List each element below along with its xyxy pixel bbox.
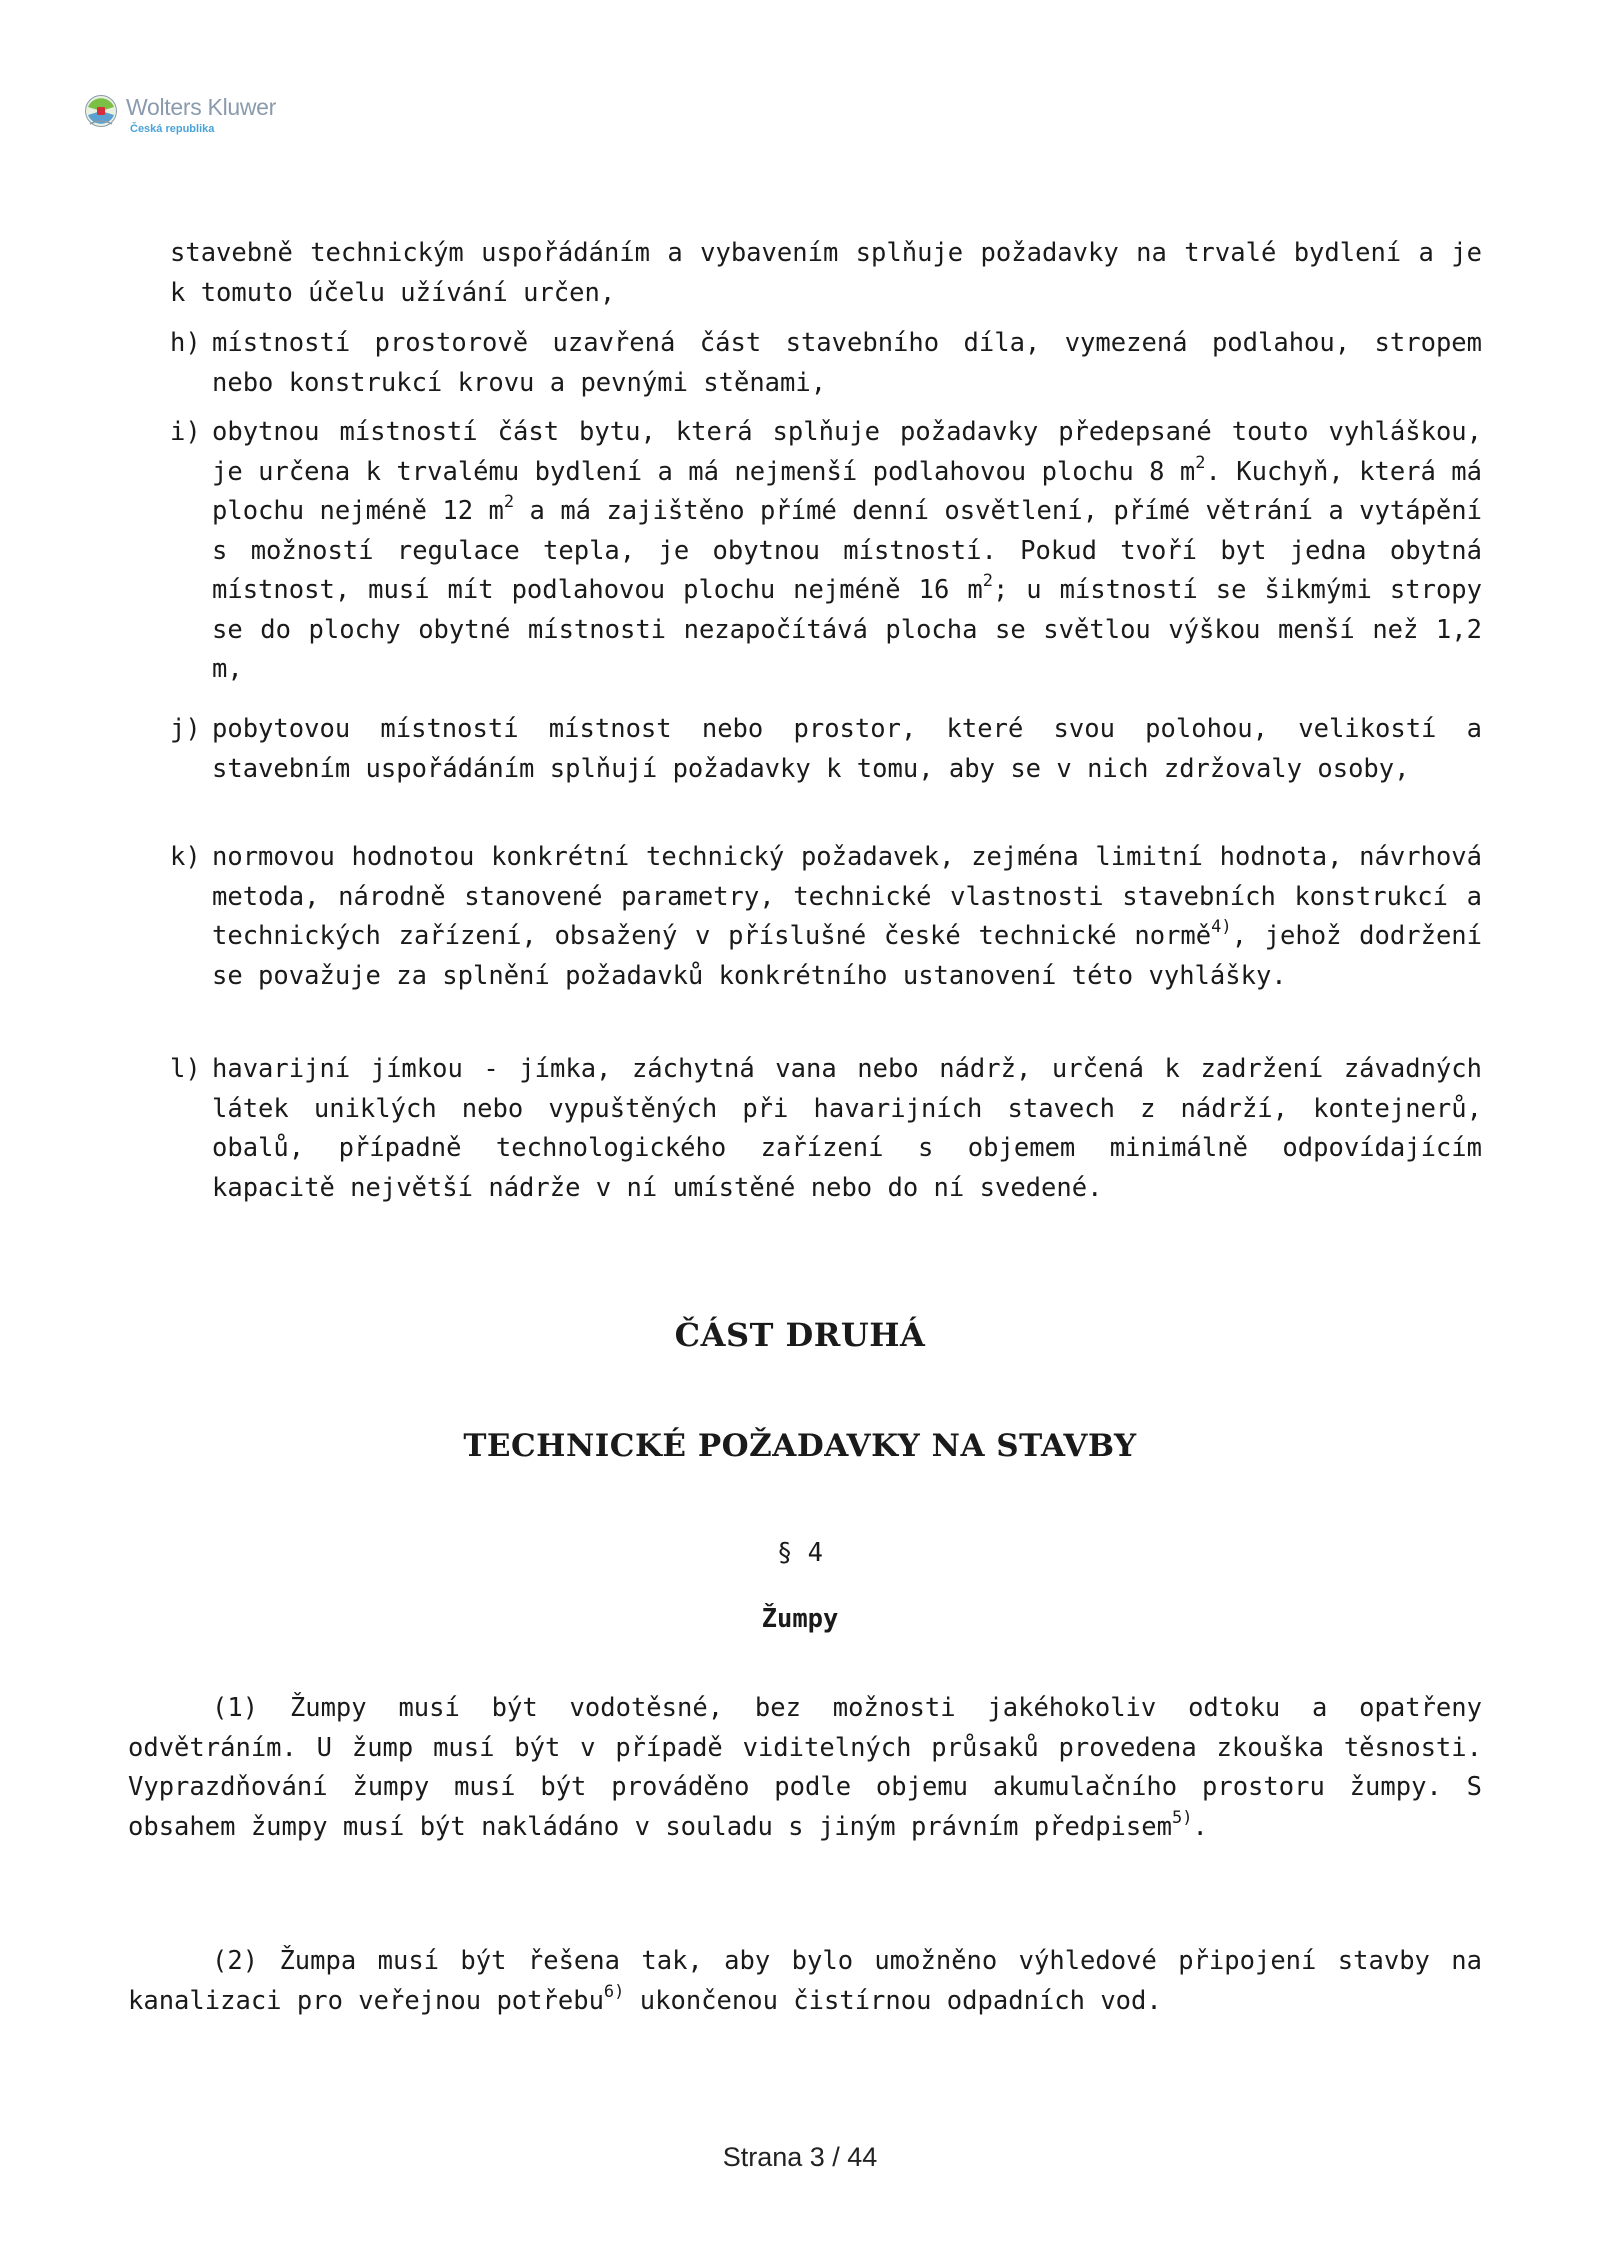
definition-text-part: , jehož dodržení se považuje za splnění požadavků konkrétního ustanovení této vyhlášky. <box>212 921 1483 991</box>
footnote-reference[interactable]: 6) <box>603 1981 625 2002</box>
section-paragraph-2 <box>128 1942 1482 2021</box>
footnote-reference[interactable]: 5) <box>1171 1807 1193 1828</box>
paragraph-tail: . <box>1192 1811 1208 1842</box>
superscript-unit: 2 <box>982 571 993 591</box>
definition-text-part: obytnou místností část bytu, která splňuje požadavky předepsané touto vyhláškou, je určena k trvalému bydlení a má nejmenší podlahovou plochu 8 m <box>212 417 1482 487</box>
definition-item-l <box>170 1050 1482 1208</box>
definition-text-part: . Kuchyň, která má plochu nejméně 12 m <box>212 456 1483 526</box>
footnote-reference[interactable]: 4) <box>1211 917 1232 937</box>
brand-subtitle: Česká republika <box>130 123 215 135</box>
continuation-text: stavebně technickým uspořádáním a vybavením splňuje požadavky na trvalé bydlení a je k tomuto účelu užívání určen, <box>170 238 1482 308</box>
definition-label: h) <box>170 328 201 358</box>
wolters-kluwer-globe-icon <box>84 94 118 128</box>
definition-text: havarijní jímkou - jímka, záchytná vana nebo nádrž, určená k zadržení závadných látek uniklých nebo vypuštěných při havarijních stavech z nádrží, kontejnerů, obalů, případně technologického zařízení s objemem minimálně odpovídajícím kapacitě největší nádrže v ní umístěné nebo do ní svedené. <box>212 1054 1482 1203</box>
part-heading: ČÁST DRUHÁ <box>674 1316 926 1354</box>
superscript-unit: 2 <box>503 492 515 512</box>
definition-text-part: normovou hodnotou konkrétní technický požadavek, zejména limitní hodnota, návrhová metoda, národně stanovené parametry, technické vlastnosti stavebních konstrukcí a technických zařízení, obsažený v příslušné české technické normě <box>212 842 1482 951</box>
definition-label: l) <box>170 1054 201 1084</box>
part-subheading: TECHNICKÉ POŽADAVKY NA STAVBY <box>463 1428 1137 1464</box>
definition-item-k <box>170 838 1483 996</box>
superscript-unit: 2 <box>1195 452 1206 473</box>
publisher-logo <box>84 92 324 142</box>
section-paragraph-1 <box>128 1689 1482 1847</box>
definition-item-h <box>170 324 1482 403</box>
paragraph-text: (1) Žumpy musí být vodotěsné, bez možnosti jakéhokoliv odtoku a opatřeny odvětráním. U žump musí být v případě viditelných průsaků provedena zkouška těsnosti. Vyprazdňování žumpy musí být prováděno podle objemu akumulačního prostoru žumpy. S obsahem žumpy musí být nakládáno v souladu s jiným právním předpisem <box>128 1693 1482 1842</box>
definition-text-part: a má zajištěno přímé denní osvětlení, přímé větrání a vytápění s možností regulace tepla, je obytnou místností. Pokud tvoří byt jedna obytná místnost, musí mít podlahovou plochu nejméně 16 m <box>212 496 1482 605</box>
section-sign: § 4 <box>776 1538 824 1568</box>
definition-continuation <box>170 234 1482 313</box>
definition-text: místností prostorově uzavřená část stavebního díla, vymezená podlahou, stropem nebo konstrukcí krovu a pevnými stěnami, <box>212 328 1482 398</box>
brand-name: Wolters Kluwer <box>126 94 277 120</box>
definition-label: j) <box>170 714 201 744</box>
page-number: Strana 3 / 44 <box>722 2142 878 2172</box>
definition-text-part: ; u místností se šikmými stropy se do plochy obytné místnosti nezapočítává plocha se světlou výškou menší než 1,2 m, <box>212 575 1483 684</box>
section-title: Žumpy <box>761 1604 839 1634</box>
paragraph-tail: ukončenou čistírnou odpadních vod. <box>624 1985 1162 2016</box>
definition-label: i) <box>170 417 201 447</box>
definition-text: pobytovou místností místnost nebo prostor, které svou polohou, velikostí a stavebním uspořádáním splňují požadavky k tomu, aby se v nich zdržovaly osoby, <box>212 714 1482 784</box>
definition-label: k) <box>170 842 201 872</box>
paragraph-text: (2) Žumpa musí být řešena tak, aby bylo umožněno výhledové připojení stavby na kanalizaci pro veřejnou potřebu <box>128 1946 1482 2016</box>
definition-item-i <box>170 413 1483 690</box>
definition-item-j <box>170 710 1482 789</box>
